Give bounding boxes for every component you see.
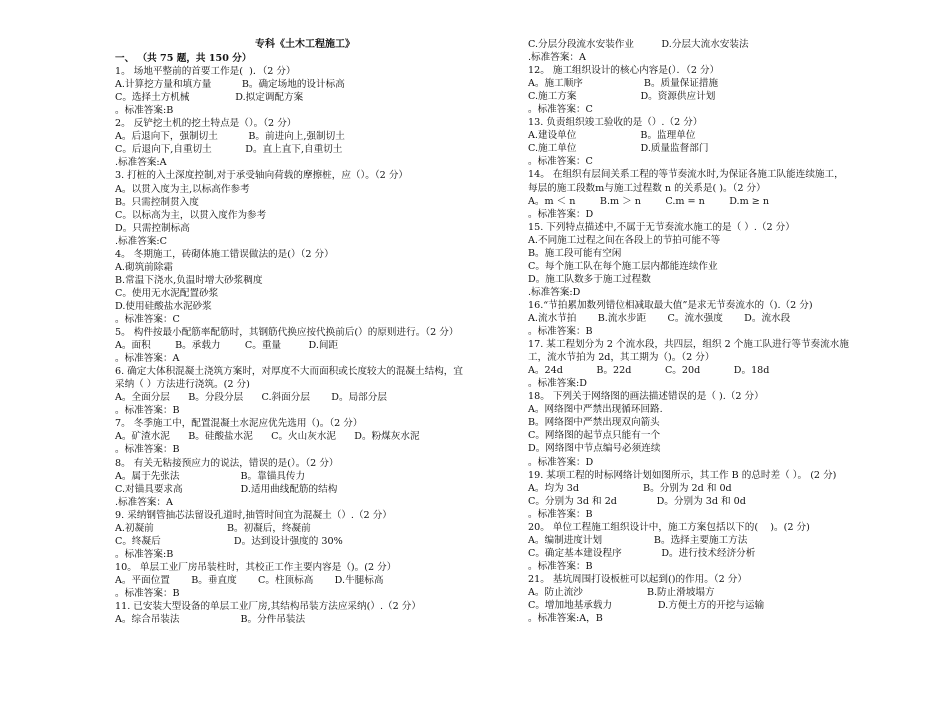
text-line: A。m ＜ n B.m ＞ n C.m = n D.m ≥ n xyxy=(528,195,770,207)
text-line: B。网络图中严禁出现双向箭头 xyxy=(528,417,660,429)
right-question-list xyxy=(528,38,920,625)
text-line: 16.“节拍累加数列错位相减取最大值”是求无节奏流水的（).（2 分) xyxy=(528,299,813,311)
text-line: A。以贯入度为主,以标高作参考 xyxy=(115,183,250,195)
text-line: A.流水节拍 B.流水步距 C。流水强度 D。流水段 xyxy=(528,312,791,324)
text-line: .标准答案:C xyxy=(115,235,167,247)
text-line: D.使用硅酸盐水泥砂浆 xyxy=(115,300,212,312)
text-line: 11. 已安装大型设备的单层工业厂房,其结构吊装方法应采纳(）.（2 分） xyxy=(115,601,421,613)
text-line: 。标准答案：B xyxy=(528,508,593,520)
text-line: D。网络图中节点编号必须连续 xyxy=(528,443,661,455)
exam-title: 专科《土木工程施工》 xyxy=(255,39,355,50)
text-line: 。标准答案：B xyxy=(115,405,180,417)
text-line: 采纳（ ）方法进行浇筑。(2 分) xyxy=(115,379,250,391)
text-line: B。施工段可能有空闲 xyxy=(528,247,622,259)
text-line: A.砌筑前除霜 xyxy=(115,261,173,273)
text-line: A。编制进度计划 B。选择主要施工方法 xyxy=(528,534,748,546)
text-line: 。标准答案：B xyxy=(115,444,180,456)
text-line: A。24d B。22d C。20d D。18d xyxy=(528,365,770,377)
text-line: C.分层分段流水安装作业 D.分层大流水安装法 xyxy=(528,39,749,50)
text-line: C。选择土方机械 D.拟定调配方案 xyxy=(115,92,304,104)
text-line: 。标准答案:D xyxy=(528,378,587,390)
text-line: 。标准答案：C xyxy=(115,313,180,325)
text-line: C。分别为 3d 和 2d D。分别为 3d 和 0d xyxy=(528,495,746,507)
text-line: 7。 冬季施工中，配置混凝土水泥应优先选用（)。（2 分） xyxy=(115,418,363,430)
text-line: C。网络图的起节点只能有一个 xyxy=(528,430,661,442)
text-line: 6. 确定大体积混凝土浇筑方案时，对厚度不大而面积或长度较大的混凝土结构，宜 xyxy=(115,366,463,378)
text-line: C。每个施工队在每个施工层内都能连续作业 xyxy=(528,260,718,272)
text-line: 17. 某工程划分为 2 个流水段，共四层，组织 2 个施工队进行等节奏流水施 xyxy=(528,339,849,351)
section-heading: 一、 （共 75 题，共 150 分） xyxy=(115,53,252,65)
text-line: 8。 有关无粘接预应力的说法，错误的是(）。（2 分） xyxy=(115,457,339,469)
text-line: 。标准答案：D xyxy=(528,208,594,220)
text-line: 。标准答案:B xyxy=(115,548,174,560)
text-line: 。标准答案：D xyxy=(528,456,594,468)
text-line: C。增加地基承载力 D.方便土方的开挖与运输 xyxy=(528,600,765,612)
text-line: A.不同施工过程之间在各段上的节拍可能不等 xyxy=(528,234,721,246)
text-line: C。终凝后 D。达到设计强度的 30% xyxy=(115,535,343,547)
text-line: .标准答案：A xyxy=(115,496,173,508)
text-line: A。后退向下，强制切土 B。前进向上,强制切土 xyxy=(115,131,345,143)
text-line: B.常温下浇水,负温时增大砂浆稠度 xyxy=(115,274,263,286)
text-line: 3. 打桩的入土深度控制,对于承受轴向荷载的摩擦桩，应（）。（2 分） xyxy=(115,170,409,182)
text-line: .标准答案:A xyxy=(115,157,167,169)
text-line: D。施工队数多于施工过程数 xyxy=(528,273,651,285)
text-line: C。以标高为主，以贯入度作为参考 xyxy=(115,209,267,221)
text-line: A.初凝前 B。初凝后，终凝前 xyxy=(115,522,311,534)
left-question-list xyxy=(115,65,495,626)
text-line: 20。 单位工程施工组织设计中，施工方案包括以下的( )。(2 分) xyxy=(528,521,810,533)
text-line: 19. 某项工程的时标网络计划如图所示，其工作 B 的总时差（ ）。 (2 分) xyxy=(528,469,837,481)
left-column xyxy=(115,38,495,626)
text-line: A。均为 3d B。分别为 2d 和 0d xyxy=(528,482,732,494)
text-line: 1。 场地平整前的首要工作是( )．（2 分） xyxy=(115,66,296,78)
text-line: 2。 反铲挖土机的挖土特点是（）。（2 分） xyxy=(115,118,297,130)
text-line: 每层的施工段数m与施工过程数 n 的关系是( )。（2 分） xyxy=(528,182,766,194)
text-line: 21。 基坑周围打设板桩可以起到()的作用。（2 分） xyxy=(528,573,747,585)
text-line: C.施工单位 D.质量监督部门 xyxy=(528,143,709,155)
text-line: 9. 采纳钢管抽芯法留设孔道时,抽管时间宜为混凝土（）.（2 分） xyxy=(115,509,392,521)
text-line: A。综合吊装法 B。分件吊装法 xyxy=(115,614,306,626)
text-line: 。标准答案：B xyxy=(115,587,180,599)
text-line: 。标准答案:A，B xyxy=(528,613,603,625)
text-line: A。矿渣水泥 B。硅酸盐水泥 C。火山灰水泥 D。粉煤灰水泥 xyxy=(115,431,420,443)
text-line: A。全面分层 B。分段分层 C.斜面分层 D。局部分层 xyxy=(115,392,387,404)
text-line: D。只需控制标高 xyxy=(115,222,190,234)
text-line: 。标准答案：B xyxy=(528,560,593,572)
text-line: C.施工方案 D。资源供应计划 xyxy=(528,91,716,103)
text-line: A。防止流沙 B.防止滑坡塌方 xyxy=(528,586,715,598)
text-line: 14。 在组织有层间关系工程的等节奏流水时,为保证各施工队能连续施工， xyxy=(528,169,844,181)
text-line: 。标准答案：C xyxy=(528,156,593,168)
text-line: 4。 冬期施工，砖砌体施工错误做法的是(）（2 分） xyxy=(115,248,334,260)
text-line: 18。 下列关于网络图的画法描述错误的是（ ).（2 分） xyxy=(528,391,764,403)
text-line: 15. 下列特点描述中,不属于无节奏流水施工的是（ ）.（2 分） xyxy=(528,221,795,233)
right-column xyxy=(528,38,920,625)
text-line: 。标准答案：B xyxy=(528,326,593,338)
text-line: C。后退向下,自重切土 D。直上直下,自重切土 xyxy=(115,144,343,156)
text-line: .标准答案：A xyxy=(528,52,586,64)
text-line: 13. 负责组织竣工验收的是（）.（2 分） xyxy=(528,117,703,129)
text-line: 工，流水节拍为 2d，其工期为（)。（2 分） xyxy=(528,352,715,364)
text-line: 。标准答案：A xyxy=(115,353,180,365)
text-line: A.建设单位 B。监理单位 xyxy=(528,130,696,142)
text-line: C。确定基本建设程序 D。进行技术经济分析 xyxy=(528,547,756,559)
text-line: A。网络图中严禁出现循环回路. xyxy=(528,404,663,416)
text-line: A。平面位置 B。垂直度 C。柱顶标高 D.牛腿标高 xyxy=(115,574,384,586)
text-line: .标准答案:D xyxy=(528,286,581,298)
text-line: B。只需控制贯入度 xyxy=(115,196,199,208)
text-line: C。使用无水泥配置砂浆 xyxy=(115,287,219,299)
text-line: 10。 单层工业厂房吊装柱时，其校正工作主要内容是（)。(2 分） xyxy=(115,561,397,573)
text-line: A。属于先张法 B。靠锚具传力 xyxy=(115,470,306,482)
text-line: 。标准答案:B xyxy=(115,105,174,117)
text-line: 。标准答案：C xyxy=(528,104,593,116)
text-line: 12。 施工组织设计的核心内容是(）．（2 分） xyxy=(528,65,720,77)
text-line: A.计算挖方量和填方量 B。确定场地的设计标高 xyxy=(115,79,345,91)
text-line: C.对锚具要求高 D.适用曲线配筋的结构 xyxy=(115,483,338,495)
text-line: A。面积 B。承载力 C。重量 D.间距 xyxy=(115,340,339,352)
text-line: A。施工顺序 B。质量保证措施 xyxy=(528,78,719,90)
text-line: 5。 构件按最小配筋率配筋时，其钢筋代换应按代换前后(）的原则进行。（2 分） xyxy=(115,327,459,339)
